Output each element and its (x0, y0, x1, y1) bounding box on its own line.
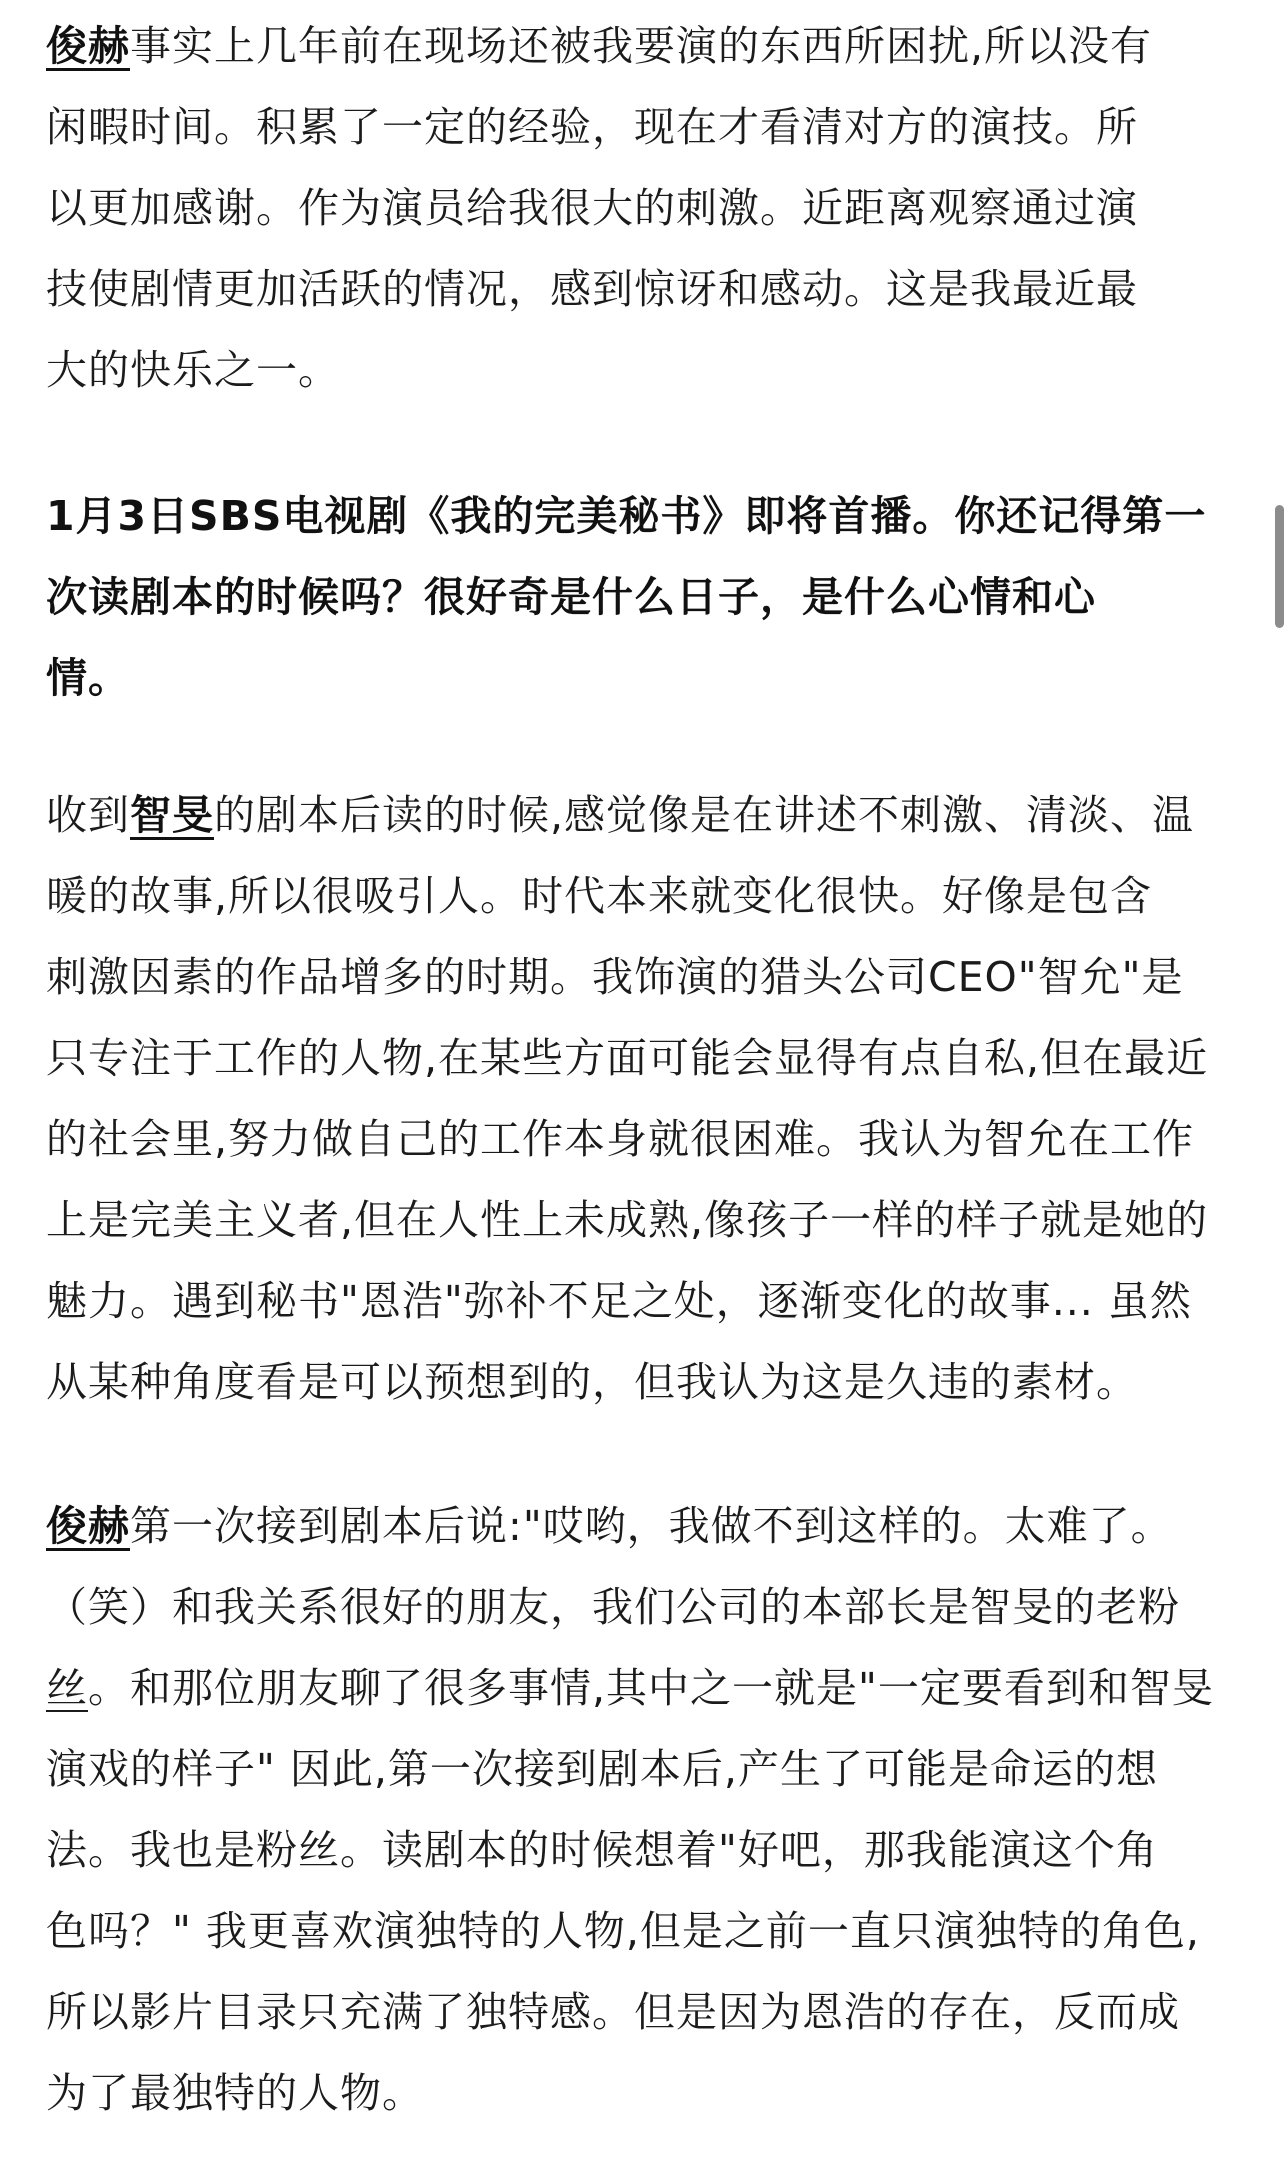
text-line (46, 1486, 1214, 1567)
answer-paragraph-3 (46, 1486, 1214, 2134)
text-segment: 收到 (46, 791, 130, 839)
text-line: 次读剧本的时候吗？很好奇是什么日子，是什么心情和心 (46, 573, 1096, 621)
text-segment: 的剧本后读的时候,感觉像是在讲述不刺激、清淡、温 (214, 791, 1195, 839)
text-line: 技使剧情更加活跃的情况，感到惊讶和感动。这是我最近最 (46, 265, 1138, 313)
text-line: 演戏的样子" 因此,第一次接到剧本后,产生了可能是命运的想 (46, 1745, 1158, 1793)
text-line: 以更加感谢。作为演员给我很大的刺激。近距离观察通过演 (46, 184, 1138, 232)
text-line: 情。 (46, 654, 130, 702)
text-segment: 第一次接到剧本后说:"哎哟，我做不到这样的。太难了。 (130, 1502, 1173, 1550)
person-name-link[interactable]: 智旻 (130, 791, 214, 839)
text-line: 的社会里,努力做自己的工作本身就很困难。我认为智允在工作 (46, 1115, 1195, 1163)
text-line: 所以影片目录只充满了独特感。但是因为恩浩的存在，反而成 (46, 1988, 1180, 2036)
person-name-link[interactable]: 俊赫 (46, 22, 130, 70)
scrollbar-thumb[interactable] (1275, 505, 1284, 628)
text-line: 闲暇时间。积累了一定的经验，现在才看清对方的演技。所 (46, 103, 1138, 151)
person-name-link[interactable]: 俊赫 (46, 1502, 130, 1550)
text-line (46, 1648, 1214, 1729)
text-line: 色吗？" 我更喜欢演独特的人物,但是之前一直只演独特的角色, (46, 1907, 1200, 1955)
text-line: 为了最独特的人物。 (46, 2069, 424, 2117)
text-segment: 事实上几年前在现场还被我要演的东西所困扰,所以没有 (130, 22, 1153, 70)
text-line: 1月3日SBS电视剧《我的完美秘书》即将首播。你还记得第一 (46, 492, 1207, 540)
text-line: 上是完美主义者,但在人性上未成熟,像孩子一样的样子就是她的 (46, 1196, 1209, 1244)
text-segment: 。和那位朋友聊了很多事情,其中之一就是"一定要看到和智旻 (88, 1664, 1214, 1712)
answer-paragraph-1 (46, 6, 1152, 411)
answer-paragraph-2 (46, 775, 1208, 1423)
text-line: 暖的故事,所以很吸引人。时代本来就变化很快。好像是包含 (46, 872, 1153, 920)
text-line: 大的快乐之一。 (46, 346, 340, 394)
text-line: 刺激因素的作品增多的时期。我饰演的猎头公司CEO"智允"是 (46, 953, 1184, 1001)
text-line (46, 775, 1208, 856)
text-line: 从某种角度看是可以预想到的，但我认为这是久违的素材。 (46, 1358, 1138, 1406)
text-line (46, 6, 1152, 87)
text-line: （笑）和我关系很好的朋友，我们公司的本部长是智旻的老粉 (46, 1583, 1180, 1631)
text-line: 法。我也是粉丝。读剧本的时候想着"好吧，那我能演这个角 (46, 1826, 1158, 1874)
interview-question (46, 476, 1206, 719)
fan-link[interactable]: 丝 (46, 1664, 88, 1712)
text-line: 魅力。遇到秘书"恩浩"弥补不足之处，逐渐变化的故事... 虽然 (46, 1277, 1192, 1325)
text-line: 只专注于工作的人物,在某些方面可能会显得有点自私,但在最近 (46, 1034, 1209, 1082)
